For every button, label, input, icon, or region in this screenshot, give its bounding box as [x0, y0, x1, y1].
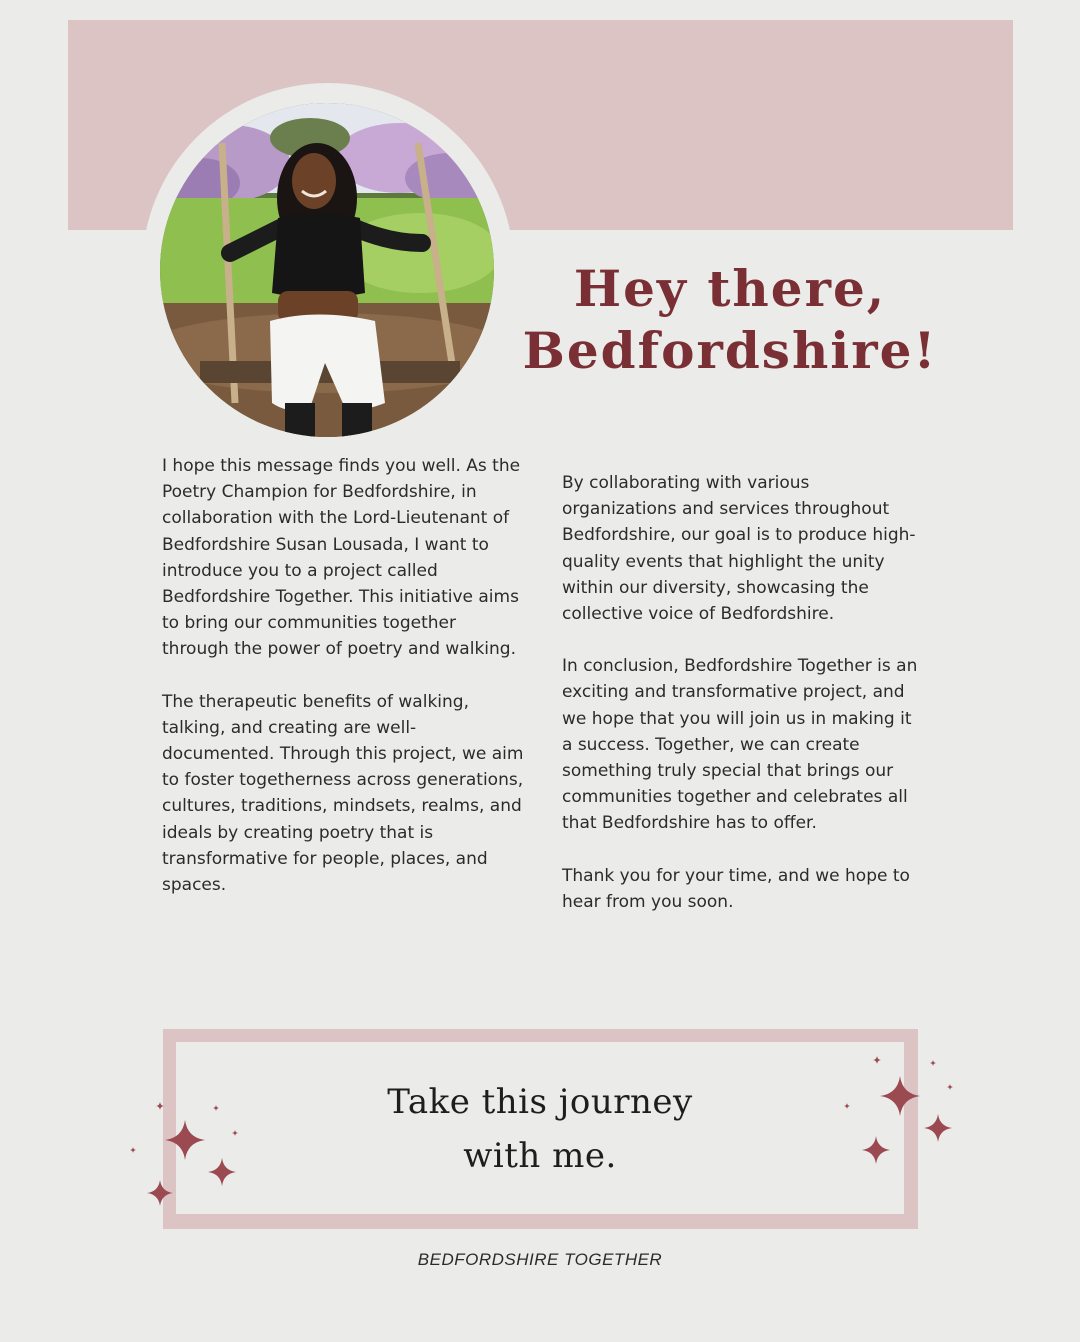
sparkle-icon [947, 1084, 953, 1090]
portrait-illustration [160, 103, 494, 437]
collaboration-paragraph: By collaborating with various organizations and services throughout Bedfordshire, our goal is to produce high-quality events that highlight the unity within our diversity, showcasing the collective voice of Bedfordshire. [562, 473, 916, 625]
sparkle-icon [924, 1114, 952, 1142]
title-line-2: Bedfordshire! [522, 321, 938, 380]
portrait-photo [160, 103, 494, 437]
conclusion-paragraph: In conclusion, Bedfordshire Together is an exciting and transformative project, and we hope that you will join us in making it a success. Together, we can create something truly special that brings our communities together and celebrates all that Bedfordshire has to offer. [562, 656, 918, 834]
cta-line-2: with me. [463, 1136, 617, 1176]
thanks-paragraph: Thank you for your time, and we hope to hear from you soon. [562, 865, 910, 912]
cta-line-1: Take this journey [387, 1082, 693, 1122]
right-text-column [562, 470, 924, 941]
left-text-column [162, 453, 524, 924]
footer-tagline: BEDFORDSHIRE TOGETHER [417, 1250, 663, 1269]
sparkle-icon [130, 1147, 136, 1153]
title-line-1: Hey there, [573, 259, 887, 318]
benefits-paragraph: The therapeutic benefits of walking, talking, and creating are well-documented. Through this project, we aim to foster togetherness across generations, cultures, traditions, mindsets, realms, and ideals by creating poetry that is transformative for people, places, and spaces. [162, 691, 524, 896]
page-title [520, 258, 940, 382]
intro-paragraph: I hope this message finds you well. As the Poetry Champion for Bedfordshire, in collaboration with the Lord-Lieutenant of Bedfordshire Susan Lousada, I want to introduce you to a project called Bedfordshire Together. This initiative aims to bring our communities together through the power of poetry and walking. [162, 456, 521, 660]
cta-text [340, 1075, 740, 1183]
sparkle-icon [930, 1060, 936, 1066]
